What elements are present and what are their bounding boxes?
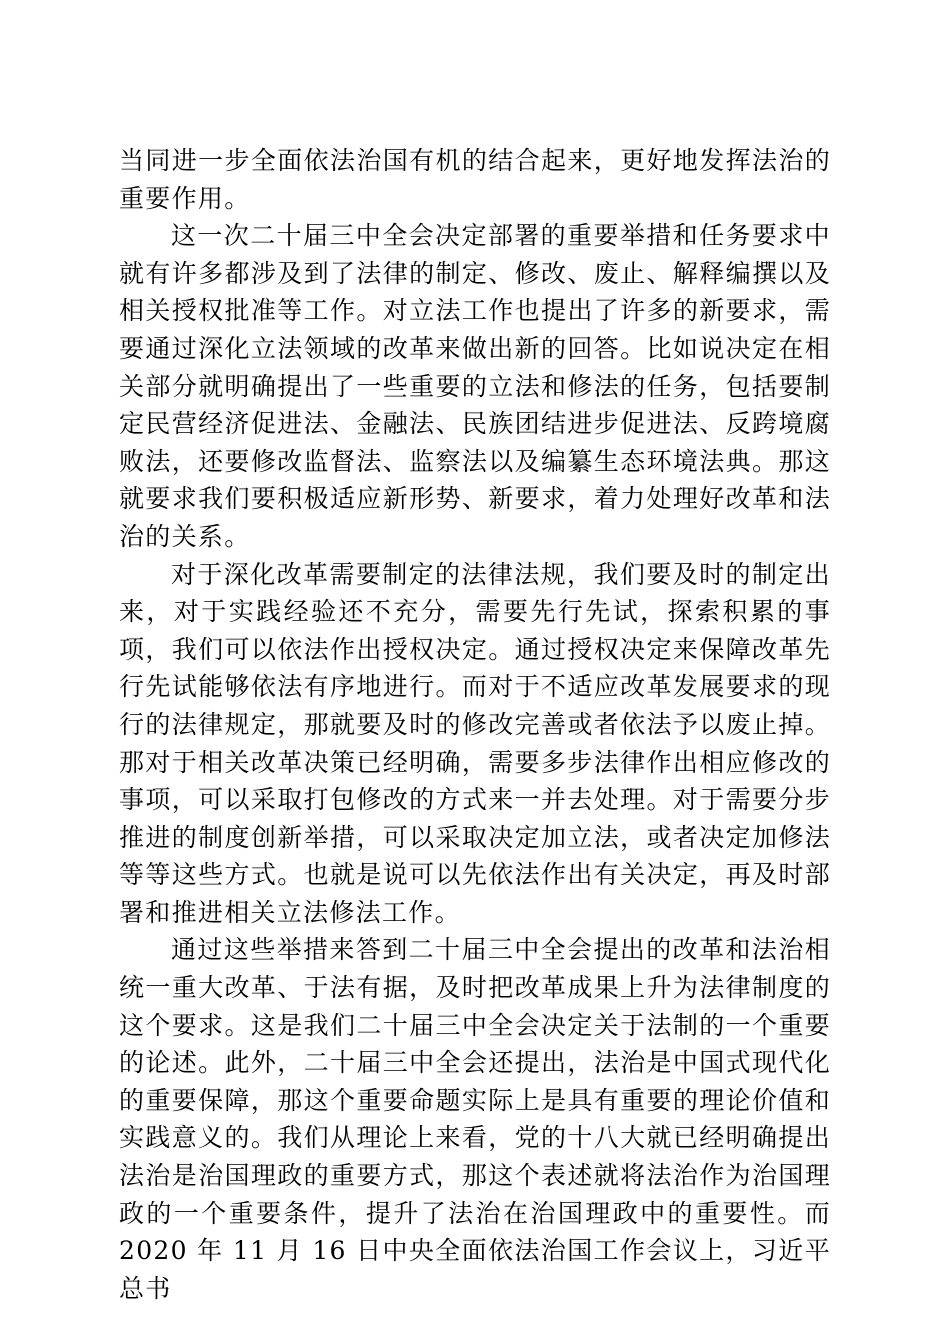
document-page <box>119 142 831 1307</box>
paragraph-rule-of-law: 通过这些举措来答到二十届三中全会提出的改革和法治相统一重大改革、于法有据，及时把改革成果上升为法律制度的这个要求。这是我们二十届三中全会决定关于法制的一个重要的论述。此外，二十届三中全会还提出，法治是中国式现代化的重要保障，那这个重要命题实际上是具有重要的理论价值和实践意义的。我们从理论上来看，党的十八大就已经明确提出法治是治国理政的重要方式，那这个表述就将法治作为治国理政的一个重要条件，提升了法治在治国理政中的重要性。而2020 年 11 月 16 日中央全面依法治国工作会议上，习近平总书 <box>119 935 831 1303</box>
paragraph-authorization: 对于深化改革需要制定的法律法规，我们要及时的制定出来，对于实践经验还不充分，需要先行先试，探索积累的事项，我们可以依法作出授权决定。通过授权决定来保障改革先行先试能够依法有序地进行。而对于不适应改革发展要求的现行的法律规定，那就要及时的修改完善或者依法予以废止掉。那对于相关改革决策已经明确，需要多步法律作出相应修改的事项，可以采取打包修改的方式来一并去处理。对于需要分步推进的制度创新举措，可以采取决定加立法，或者决定加修法等等这些方式。也就是说可以先依法作出有关决定，再及时部署和推进相关立法修法工作。 <box>119 559 831 927</box>
paragraph-continuation: 当同进一步全面依法治国有机的结合起来，更好地发挥法治的重要作用。 <box>119 146 831 213</box>
paragraph-legislation-reform: 这一次二十届三中全会决定部署的重要举措和任务要求中就有许多都涉及到了法律的制定、修改、废止、解释编撰以及相关授权批准等工作。对立法工作也提出了许多的新要求，需要通过深化立法领域的改革来做出新的回答。比如说决定在相关部分就明确提出了一些重要的立法和修法的任务，包括要制定民营经济促进法、金融法、民族团结进步促进法、反跨境腐败法，还要修改监督法、监察法以及编纂生态环境法典。那这就要求我们要积极适应新形势、新要求，着力处理好改革和法治的关系。 <box>119 221 831 551</box>
